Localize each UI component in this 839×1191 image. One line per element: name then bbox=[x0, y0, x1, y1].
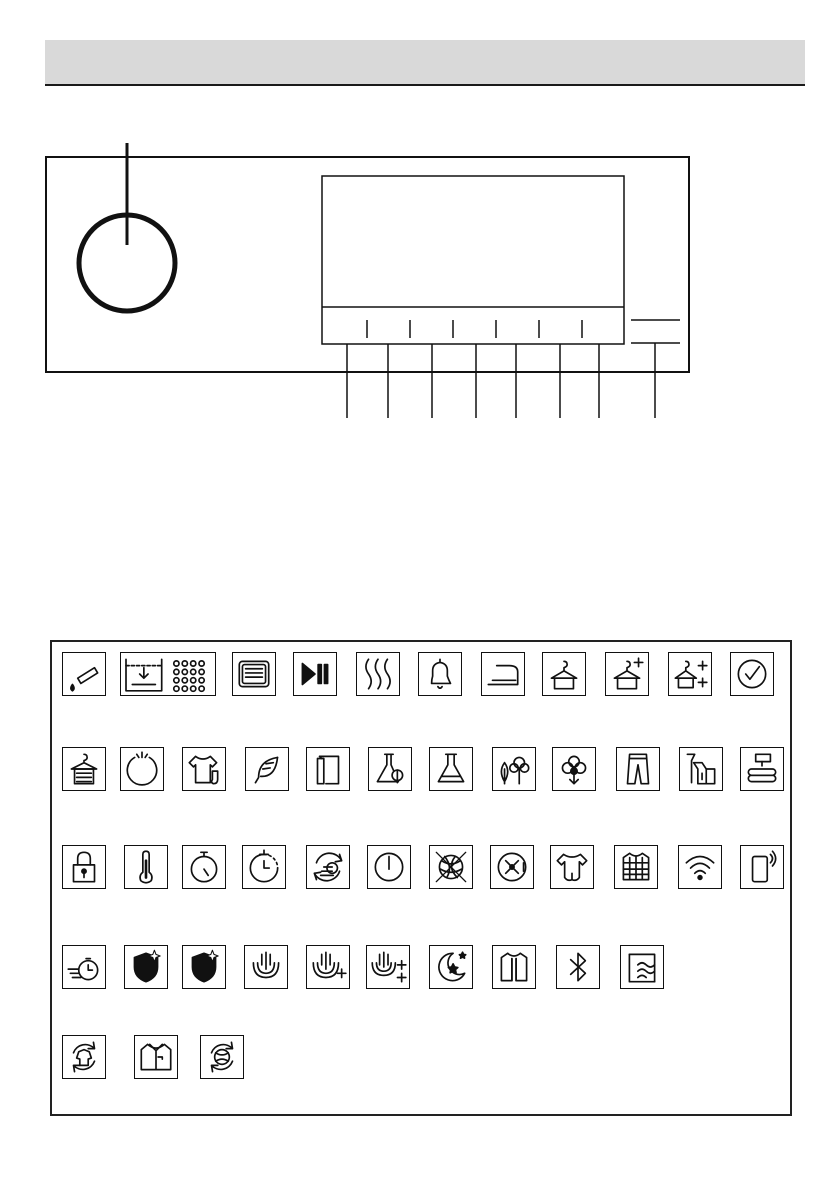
drum-clean-icon bbox=[120, 747, 164, 791]
hygiene-shield-plus-icon bbox=[182, 945, 226, 989]
symbol-legend-panel bbox=[50, 640, 792, 1116]
towels-icon bbox=[306, 747, 350, 791]
cotton-eco-icon bbox=[492, 747, 536, 791]
feather-delicate-icon bbox=[245, 747, 289, 791]
checkmark-circle-icon bbox=[730, 652, 774, 696]
anti-crease-plus-plus-icon bbox=[366, 945, 410, 989]
hygiene-shield-icon bbox=[124, 945, 168, 989]
hanger-stacked-icon bbox=[62, 747, 106, 791]
fan-drum-icon bbox=[490, 845, 534, 889]
wool-icon bbox=[429, 845, 473, 889]
control-panel-outline bbox=[46, 157, 689, 372]
hanger-dry-icon bbox=[542, 652, 586, 696]
anti-crease-icon bbox=[244, 945, 288, 989]
quick-wash-icon bbox=[62, 945, 106, 989]
quick-rinse-icon bbox=[306, 845, 350, 889]
bedding-icon bbox=[740, 747, 784, 791]
bluetooth-icon bbox=[556, 945, 600, 989]
remote-phone-icon bbox=[740, 845, 784, 889]
anti-crease-plus-icon bbox=[306, 945, 350, 989]
cotton-icon bbox=[552, 747, 596, 791]
display-screen bbox=[322, 176, 624, 344]
mixed-clothes-icon bbox=[679, 747, 723, 791]
hanger-dry-plus-icon bbox=[605, 652, 649, 696]
curtain-icon bbox=[620, 945, 664, 989]
down-jacket-icon bbox=[614, 845, 658, 889]
thermometer-icon bbox=[124, 845, 168, 889]
hanger-dry-plus-plus-icon bbox=[668, 652, 712, 696]
wifi-icon bbox=[678, 845, 722, 889]
flask-icon bbox=[429, 747, 473, 791]
tshirt-sock-icon bbox=[182, 747, 226, 791]
detergent-dispenser-icon bbox=[62, 652, 106, 696]
water-level-dots-icon bbox=[120, 652, 216, 696]
baby-clothes-icon bbox=[550, 845, 594, 889]
flask-cotton-icon bbox=[368, 747, 412, 791]
program-list-icon bbox=[232, 652, 276, 696]
steam-icon bbox=[356, 652, 400, 696]
iron-icon bbox=[481, 652, 525, 696]
delay-end-icon bbox=[242, 845, 286, 889]
start-pause-icon bbox=[293, 652, 337, 696]
child-lock-icon bbox=[62, 845, 106, 889]
sports-refresh-icon bbox=[200, 1035, 244, 1079]
alarm-bell-icon bbox=[418, 652, 462, 696]
outdoor-jacket-icon bbox=[492, 945, 536, 989]
night-mode-icon bbox=[429, 945, 473, 989]
timer-icon bbox=[182, 845, 226, 889]
power-icon bbox=[367, 845, 411, 889]
shirt-refresh-icon bbox=[62, 1035, 106, 1079]
jeans-icon bbox=[616, 747, 660, 791]
shirt-icon bbox=[134, 1035, 178, 1079]
